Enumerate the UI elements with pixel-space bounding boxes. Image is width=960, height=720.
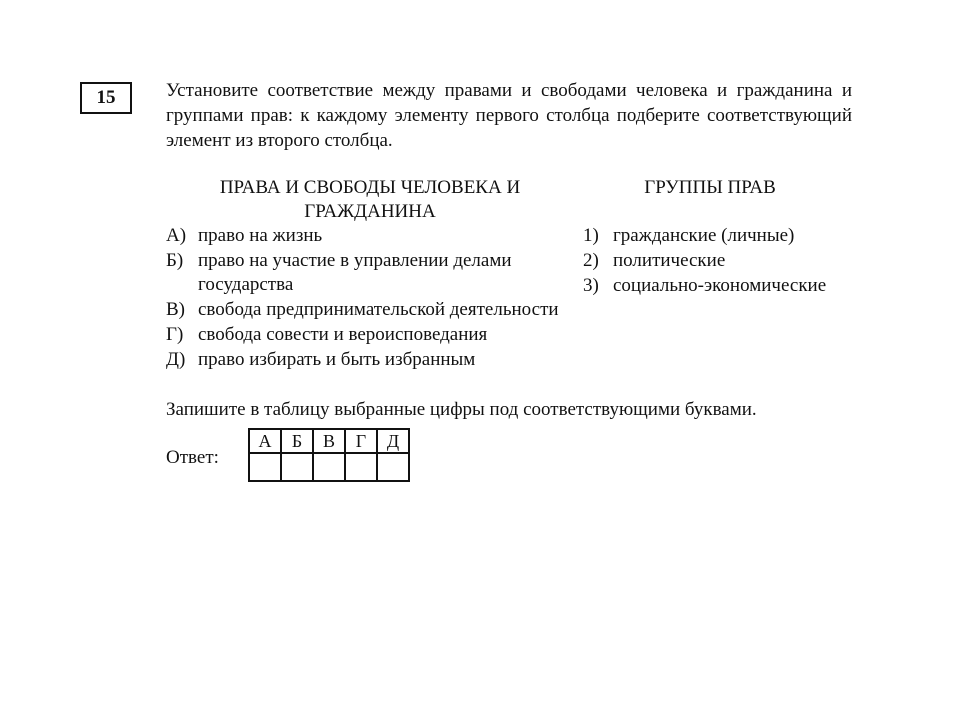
instruction-text: Запишите в таблицу выбранные цифры под соответствующими буквами. xyxy=(166,399,757,420)
answer-cell[interactable] xyxy=(345,453,377,481)
answer-cell[interactable] xyxy=(249,453,281,481)
groups-list xyxy=(583,224,883,299)
list-item xyxy=(166,348,566,372)
answer-column-header: В xyxy=(313,429,345,453)
answer-cell[interactable] xyxy=(377,453,409,481)
item-marker: В) xyxy=(166,299,185,320)
item-marker: Д) xyxy=(166,349,186,370)
list-item xyxy=(166,224,566,248)
item-text: социально-экономические xyxy=(613,275,827,296)
list-item xyxy=(583,224,883,248)
item-text: гражданские (личные) xyxy=(613,225,795,246)
question-number: 15 xyxy=(80,82,132,114)
answer-column-header: А xyxy=(249,429,281,453)
list-item xyxy=(583,274,883,298)
list-item xyxy=(166,323,566,347)
task-text: Установите соответствие между правами и свободами человека и гражданина и группами прав: к каждому элементу первого столбца подберите соответствующий элемент из второго столбца. xyxy=(166,80,852,151)
item-text: свобода предпринимательской деятельности xyxy=(198,299,559,320)
list-item xyxy=(166,298,566,322)
item-marker: Г) xyxy=(166,324,184,345)
item-text: свобода совести и вероисповедания xyxy=(198,324,488,345)
item-marker: 2) xyxy=(583,250,599,271)
item-marker: Б) xyxy=(166,250,184,271)
answer-table xyxy=(248,428,410,482)
right-column-header: ГРУППЫ ПРАВ xyxy=(644,177,776,198)
item-text: право на жизнь xyxy=(198,225,323,246)
item-marker: 1) xyxy=(583,225,599,246)
answer-value-row xyxy=(249,453,409,481)
rights-list xyxy=(166,224,566,373)
left-column-header: ПРАВА И СВОБОДЫ ЧЕЛОВЕКА И ГРАЖДАНИНА xyxy=(219,177,521,222)
answer-cell[interactable] xyxy=(281,453,313,481)
item-marker: А) xyxy=(166,225,187,246)
item-marker: 3) xyxy=(583,275,599,296)
item-text: право на участие в управлении делами государства xyxy=(198,250,512,295)
list-item xyxy=(583,249,883,273)
item-text: право избирать и быть избранным xyxy=(198,349,476,370)
answer-label: Ответ: xyxy=(166,447,219,468)
answer-cell[interactable] xyxy=(313,453,345,481)
list-item xyxy=(166,249,566,297)
item-text: политические xyxy=(613,250,726,271)
answer-column-header: Д xyxy=(377,429,409,453)
answer-column-header: Б xyxy=(281,429,313,453)
answer-header-row xyxy=(249,429,409,453)
answer-column-header: Г xyxy=(345,429,377,453)
